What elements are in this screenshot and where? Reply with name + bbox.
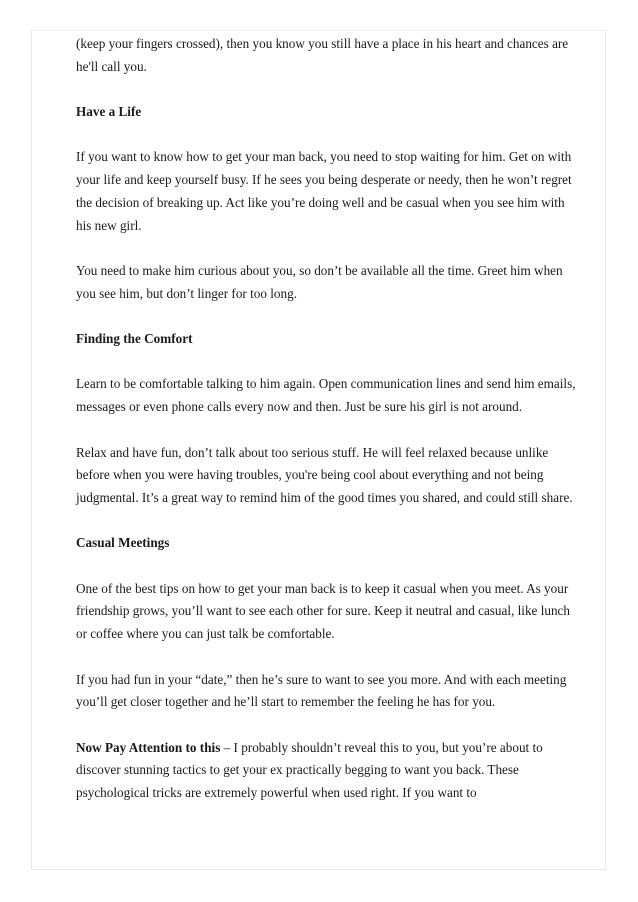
paragraph-casual-2: If you had fun in your “date,” then he’s sure to want to see you more. And with each meeting you’ll get closer together and he’ll start to remember the feeling he has for you. <box>76 671 567 710</box>
section-heading-casual-meetings: Casual Meetings <box>76 535 170 551</box>
paragraph-comfort-2: Relax and have fun, don’t talk about too serious stuff. He will feel relaxed because unlike before when you were having troubles, you're being cool about everything and not being judgmental. It’s a great way to remind him of the good times you shared, and could still share. <box>76 444 573 505</box>
document-content <box>76 33 576 827</box>
paragraph-casual-1: One of the best tips on how to get your man back is to keep it casual when you meet. As your friendship grows, you’ll want to see each other for sure. Keep it neutral and casual, like lunch or coffee where you can just talk be comfortable. <box>76 580 571 642</box>
section-heading-finding-the-comfort: Finding the Comfort <box>76 331 193 347</box>
paragraph-pay-attention <box>76 737 576 805</box>
pay-attention-text: – I probably shouldn’t reveal this to you, but you’re about to discover stunning tactics to get your ex practically begging to want you back. These psychological tricks are extremely powerful when used right. If you want to <box>76 739 543 801</box>
pay-attention-lead: Now Pay Attention to this <box>76 739 221 755</box>
paragraph-intro: (keep your fingers crossed), then you know you still have a place in his heart and chances are he'll call you. <box>76 36 569 74</box>
section-heading-have-a-life: Have a Life <box>76 104 142 120</box>
paragraph-comfort-1: Learn to be comfortable talking to him again. Open communication lines and send him emails, messages or even phone calls every now and then. Just be sure his girl is not around. <box>76 376 576 415</box>
document-page <box>31 30 606 870</box>
paragraph-have-a-life-2: You need to make him curious about you, so don’t be available all the time. Greet him when you see him, but don’t linger for too long. <box>76 262 563 301</box>
paragraph-have-a-life-1: If you want to know how to get your man back, you need to stop waiting for him. Get on with your life and keep yourself busy. If he sees you being desperate or needy, then he won’t regret the decision of breaking up. Act like you’re doing well and be casual when you see him with his new girl. <box>76 149 572 233</box>
